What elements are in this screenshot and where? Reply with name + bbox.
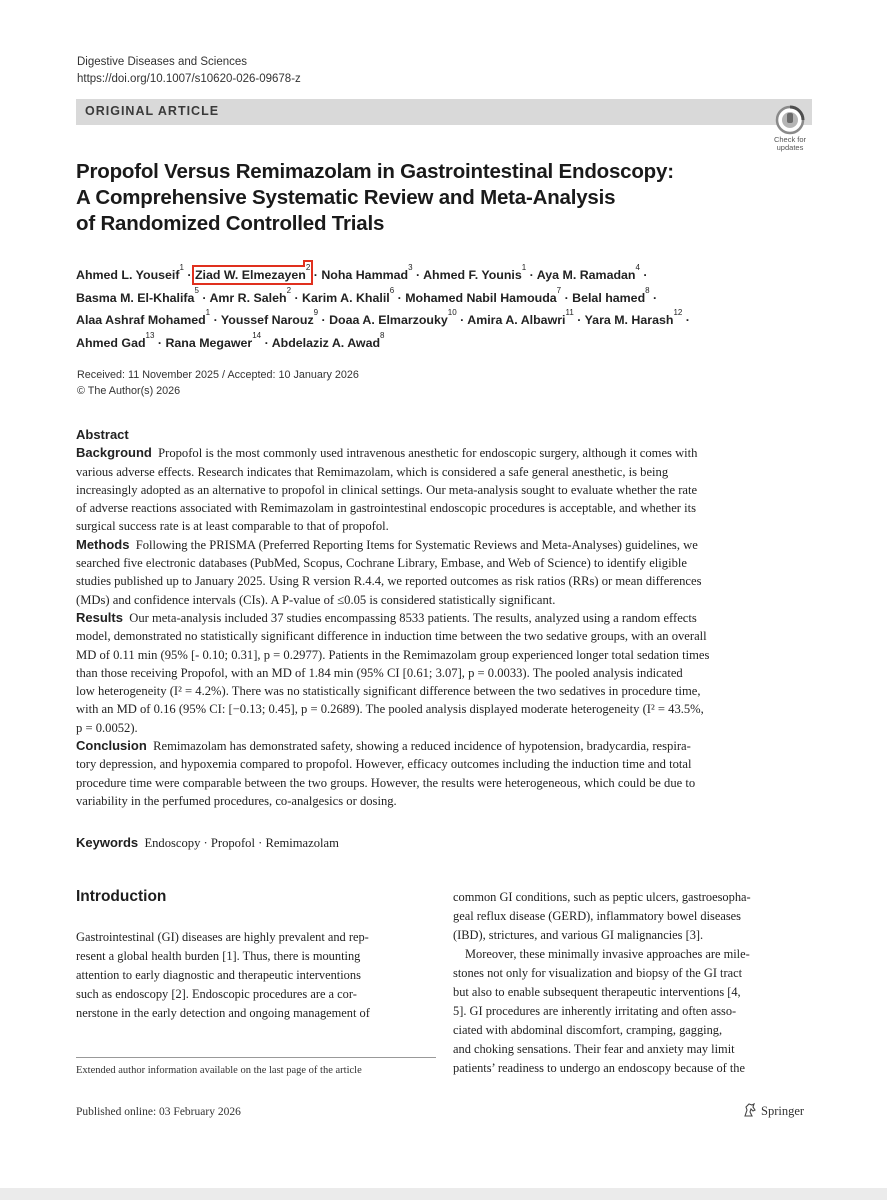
- author-name[interactable]: Basma M. El-Khalifa$^5$: [76, 285, 199, 305]
- received-accepted: Received: 11 November 2025 / Accepted: 10 January 2026: [77, 369, 359, 381]
- copyright: © The Author(s) 2026: [77, 385, 181, 397]
- author-line: Alaa Ashraf Mohamed$^1$ · Youssef Narouz$^9$ · Doaa A. Elmarzouky$^{10}$ · Amira A. Albawri$^{11}$ · Yara M. Harash$^{12}$ ·: [76, 308, 690, 327]
- author-name[interactable]: Ahmed F. Younis$^1$: [423, 263, 527, 282]
- body-line: geal reflux disease (GERD), inflammatory bowel diseases: [453, 909, 741, 923]
- publisher-logo: [742, 1102, 804, 1119]
- introduction-heading: Introduction: [76, 888, 167, 905]
- article-type: ORIGINAL ARTICLE: [85, 104, 220, 118]
- author-name[interactable]: Abdelaziz A. Awad$^8$: [271, 330, 385, 350]
- author-name[interactable]: Belal hamed$^8$: [572, 285, 650, 305]
- author-line: Ahmed Gad$^{13}$ · Rana Megawer$^{14}$ · Abdelaziz A. Awad$^8$: [76, 330, 385, 350]
- abstract-line: Methods Following the PRISMA (Preferred Reporting Items for Systematic Reviews and Meta-Analyses) guidelines, we: [76, 536, 698, 552]
- check-for-updates-button[interactable]: [767, 104, 813, 152]
- results-label: Results: [76, 609, 123, 625]
- footnote-divider: [76, 1057, 436, 1058]
- journal-name: Digestive Diseases and Sciences: [77, 56, 248, 68]
- author-name[interactable]: Doaa A. Elmarzouky$^{10}$: [329, 308, 457, 327]
- author-list: [76, 264, 776, 354]
- methods-label: Methods: [76, 536, 130, 552]
- body-line: and choking sensations. Their fear and anxiety may limit: [453, 1042, 735, 1056]
- intro-column-left: [76, 928, 436, 1023]
- abstract-line: searched five electronic databases (PubMed, Scopus, Cochrane Library, Embase, and Web of Science) to identify eligible: [76, 556, 687, 571]
- check-updates-icon: [774, 104, 806, 136]
- author-name-highlighted[interactable]: Ziad W. Elmezayen$^2$: [194, 263, 311, 282]
- abstract-line: model, demonstrated no statistically significant difference in induction time between the two sedative groups, with an overall: [76, 629, 707, 644]
- body-line: nerstone in the early detection and ongoing management of: [76, 1006, 370, 1020]
- abstract: [76, 426, 816, 810]
- author-line: Ahmed L. Youseif$^1$ · Ziad W. Elmezayen$^2$ · Noha Hammad$^3$ · Ahmed F. Younis$^1$ · Aya M. Ramadan$^4$ ·: [76, 263, 648, 282]
- abstract-line: MD of 0.11 min (95% [- 0.10; 0.31], p = 0.2977). Patients in the Remimazolam group experienced longer total sedation times: [76, 647, 710, 662]
- published-date: Published online: 03 February 2026: [76, 1106, 241, 1118]
- abstract-line: tory depression, and hypoxemia compared to propofol. However, efficacy outcomes including the induction time and total: [76, 757, 692, 772]
- body-line: but also to enable subsequent therapeutic interventions [4,: [453, 985, 741, 999]
- body-line: such as endoscopy [2]. Endoscopic procedures are a cor-: [76, 987, 357, 1001]
- abstract-line: with an MD of 0.16 (95% CI: [−0.13; 0.45], p = 0.2689). The pooled analysis displayed moderate heterogeneity (I² = 43.5%,: [76, 702, 704, 717]
- background-label: Background: [76, 445, 152, 461]
- body-line: 5]. GI procedures are inherently irritating and often asso-: [453, 1004, 737, 1018]
- abstract-line: Background Propofol is the most commonly used intravenous anesthetic for endoscopic surgery, although it comes with: [76, 445, 698, 461]
- keywords-label: Keywords: [76, 835, 139, 850]
- body-line: patients’ readiness to undergo an endoscopy because of the: [453, 1061, 746, 1075]
- journal-header: [77, 54, 301, 88]
- abstract-line: p = 0.0052).: [76, 720, 138, 735]
- abstract-line: (MDs) and confidence intervals (CIs). A P-value of ≤0.05 is considered statistically significant.: [76, 592, 556, 607]
- doi-link[interactable]: https://doi.org/10.1007/s10620-026-09678-z: [77, 73, 301, 85]
- article-title: [76, 159, 716, 237]
- author-name[interactable]: Yara M. Harash$^{12}$: [584, 308, 683, 327]
- author-name[interactable]: Rana Megawer$^{14}$: [165, 330, 262, 350]
- author-name[interactable]: Mohamed Nabil Hamouda$^7$: [405, 285, 562, 305]
- abstract-line: various adverse effects. Research indicates that Remimazolam, which is considered a safe general anesthetic, is being: [76, 464, 669, 479]
- springer-horse-icon: [742, 1102, 758, 1118]
- body-line: ciated with abdominal discomfort, cramping, gagging,: [453, 1023, 723, 1037]
- abstract-line: Conclusion Remimazolam has demonstrated safety, showing a reduced incidence of hypotension, bradycardia, respira-: [76, 738, 691, 754]
- abstract-heading: Abstract: [76, 427, 129, 442]
- title-line: of Randomized Controlled Trials: [76, 212, 385, 235]
- author-name[interactable]: Amira A. Albawri$^{11}$: [467, 308, 574, 327]
- check-updates-line1: Check for: [773, 135, 807, 144]
- abstract-line: procedure time were comparable between the two groups. However, the results were heterogeneous, which could be due to: [76, 775, 696, 790]
- conclusion-label: Conclusion: [76, 738, 147, 754]
- author-name[interactable]: Noha Hammad$^3$: [321, 263, 413, 282]
- body-line: resent a global health burden [1]. Thus, there is mounting: [76, 949, 361, 963]
- abstract-line: of adverse reactions associated with Remimazolam in gastrointestinal endoscopic procedures is acceptable, and whether its: [76, 501, 697, 516]
- abstract-line: studies published up to January 2025. Using R version R.4.4, we reported outcomes as risk ratios (RRs) or mean differences: [76, 574, 702, 589]
- publisher-name: Springer: [761, 1104, 805, 1118]
- article-type-bar: [76, 99, 812, 125]
- author-line: Basma M. El-Khalifa$^5$ · Amr R. Saleh$^2$ · Karim A. Khalil$^6$ · Mohamed Nabil Hamouda$^7$ · Belal hamed$^8$ ·: [76, 285, 658, 305]
- check-updates-line2: updates: [776, 143, 804, 152]
- body-line: Gastrointestinal (GI) diseases are highly prevalent and rep-: [76, 930, 369, 944]
- body-line: common GI conditions, such as peptic ulcers, gastroesopha-: [453, 890, 751, 904]
- author-name[interactable]: Youssef Narouz$^9$: [220, 308, 319, 327]
- title-line: A Comprehensive Systematic Review and Meta-Analysis: [76, 186, 616, 209]
- keywords-text: Endoscopy · Propofol · Remimazolam: [144, 836, 339, 850]
- abstract-line: Results Our meta-analysis included 37 studies encompassing 8533 patients. The results, analyzed using a random effects: [76, 609, 697, 625]
- author-name[interactable]: Karim A. Khalil$^6$: [302, 285, 395, 305]
- abstract-line: low heterogeneity (I² = 4.2%). There was no statistically significant difference between the two sedatives in procedure time,: [76, 684, 701, 699]
- keywords: [76, 835, 339, 851]
- body-line: (IBD), strictures, and various GI malignancies [3].: [453, 928, 704, 942]
- abstract-line: surgical success rate is at least comparable to that of propofol.: [76, 519, 389, 534]
- author-name[interactable]: Ahmed L. Youseif$^1$: [76, 263, 184, 282]
- author-name[interactable]: Alaa Ashraf Mohamed$^1$: [76, 308, 211, 327]
- body-line: stones not only for visualization and biopsy of the GI tract: [453, 966, 743, 980]
- footnote: Extended author information available on the last page of the article: [76, 1065, 362, 1076]
- body-line: attention to early diagnostic and therapeutic interventions: [76, 968, 361, 982]
- intro-column-right: [453, 888, 813, 1078]
- abstract-line: increasingly adopted as an alternative to propofol in clinical settings. Our meta-analysis sought to evaluate whether the rate: [76, 482, 698, 497]
- title-line: Propofol Versus Remimazolam in Gastrointestinal Endoscopy:: [76, 160, 674, 183]
- author-name[interactable]: Aya M. Ramadan$^4$: [536, 263, 640, 282]
- abstract-line: than those receiving Propofol, with an MD of 1.84 min (95% CI [0.61; 3.07], p = 0.0033). The pooled analysis indicated: [76, 665, 683, 680]
- body-line: Moreover, these minimally invasive approaches are mile-: [465, 947, 750, 961]
- author-name[interactable]: Amr R. Saleh$^2$: [209, 285, 292, 305]
- author-name[interactable]: Ahmed Gad$^{13}$: [76, 330, 155, 350]
- abstract-line: variability in the perfumed procedures, co-analgesics or dosing.: [76, 793, 397, 808]
- article-dates: [77, 367, 359, 399]
